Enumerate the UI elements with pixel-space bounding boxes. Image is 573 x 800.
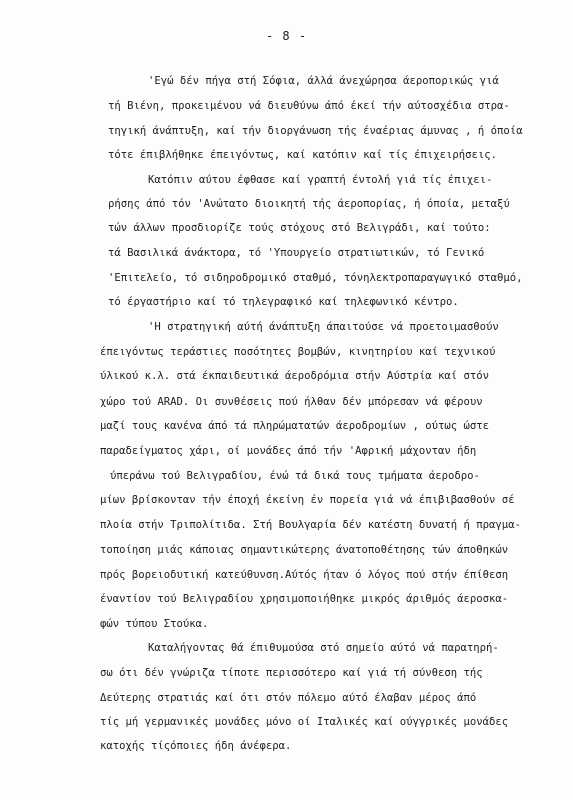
text-line: σω ότι δέν γνώριζα τίποτε περισσότερο καί γιά τή σύνθεση τής: [100, 667, 483, 679]
text-line: τών άλλων προσδιορίζε τούς στόχους στό Βελιγράδι, καί τούτο:: [108, 222, 491, 234]
text-line: έπειγόντως τεράστιες ποσότητες βομβών, κινητηρίου καί τεχνικού: [100, 346, 496, 358]
text-line: Δεύτερης στρατιάς καί ότι στόν πόλεμο αύτό έλαβαν μέρος άπό: [100, 692, 477, 704]
text-line: Κατόπιν αύτου έφθασε καί γραπτή έντολή γιά τίς έπιχει-: [148, 174, 493, 186]
text-line: 'Εγώ δέν πήγα στή Σόφια, άλλά άνεχώρησα άεροπορικώς γιά: [148, 75, 499, 87]
text-line: κατοχής τίςόποιες ήδη άνέφερα.: [100, 740, 292, 752]
text-line: χώρο τού ARAD. Οι συνθέσεις πού ήλθαν δέν μπόρεσαν νά φέρουν: [100, 396, 483, 408]
text-line: ύλικού κ.λ. στά έκπαιδευτικά άεροδρόμια στήν Αύστρία καί στόν: [100, 370, 490, 382]
text-line: φών τύπου Στούκα.: [100, 618, 209, 630]
text-line: τηγική άνάπτυξη, καί τήν διοργάνωση τής έναέριας άμυνας , ή όποία: [108, 125, 523, 137]
text-line: τή Βιένη, προκειμένου νά διευθύνω άπό έκεί τήν αύτοσχέδια στρα-: [108, 100, 510, 112]
text-line: τίς μή γερμανικές μονάδες μόνο οί Ιταλικές καί ούγγρικές μονάδες: [100, 716, 509, 728]
text-line: πλοία στήν Τριπολίτιδα. Στή Βουλγαρία δέν κατέστη δυνατή ή πραγμα-: [100, 519, 521, 531]
text-line: έναντίον τού Βελιγραδίου χρησιμοποιήθηκε μικρός άριθμός άεροσκα-: [100, 593, 509, 605]
text-line: παραδείγματος χάρι, οί μονάδες άπό τήν 'Αφρική μάχονταν ήδη: [100, 445, 477, 457]
page-number: - 8 -: [265, 29, 308, 43]
text-line: τοποίηση μιάς κάποιας σημαντικώτερης άνατοποθέτησης τών άποθηκών: [100, 544, 509, 556]
text-line: 'Επιτελείο, τό σιδηροδρομικό σταθμό, τόνηλεκτροπαραγωγικό σταθμό,: [108, 272, 523, 284]
text-line: τά Βασιλικά άνάκτορα, τό 'Υπουργείο στρατιωτικών, τό Γενικό: [108, 247, 485, 259]
text-line: 'Η στρατηγική αύτή άνάπτυξη άπαιτούσε νά προετοιμασθούν: [148, 321, 499, 333]
text-line: μαζί τους κανένα άπό τά πληρώματατών άεροδρομίων , ούτως ώστε: [100, 420, 490, 432]
text-line: πρός βορειοδυτική κατεύθυνση.Αύτός ήταν ό λόγος πού στήν έπίθεση: [100, 569, 509, 581]
text-line: ρήσης άπό τόν 'Ανώτατο διοικητή τής άεροπορίας, ή όποία, μεταξύ: [108, 198, 510, 210]
text-line: Καταλήγοντας θά έπιθυμούσα στό σημείο αύτό νά παρατηρή-: [148, 642, 499, 654]
text-line: τότε έπιβλήθηκε έπειγόντως, καί κατόπιν καί τίς έπιχειρήσεις.: [108, 149, 498, 161]
text-line: τό έργαστήριο καί τό τηλεγραφικό καί τηλεφωνικό κέντρο.: [108, 296, 459, 308]
text-line: μίων βρίσκονταν τήν έποχή έκείνη έν πορεία γιά νά έπιβιβασθούν σέ: [100, 494, 515, 506]
text-line: ύπεράνω τού Βελιγραδίου, ένώ τά δικά τους τμήματα άεροδρο-: [110, 470, 480, 482]
